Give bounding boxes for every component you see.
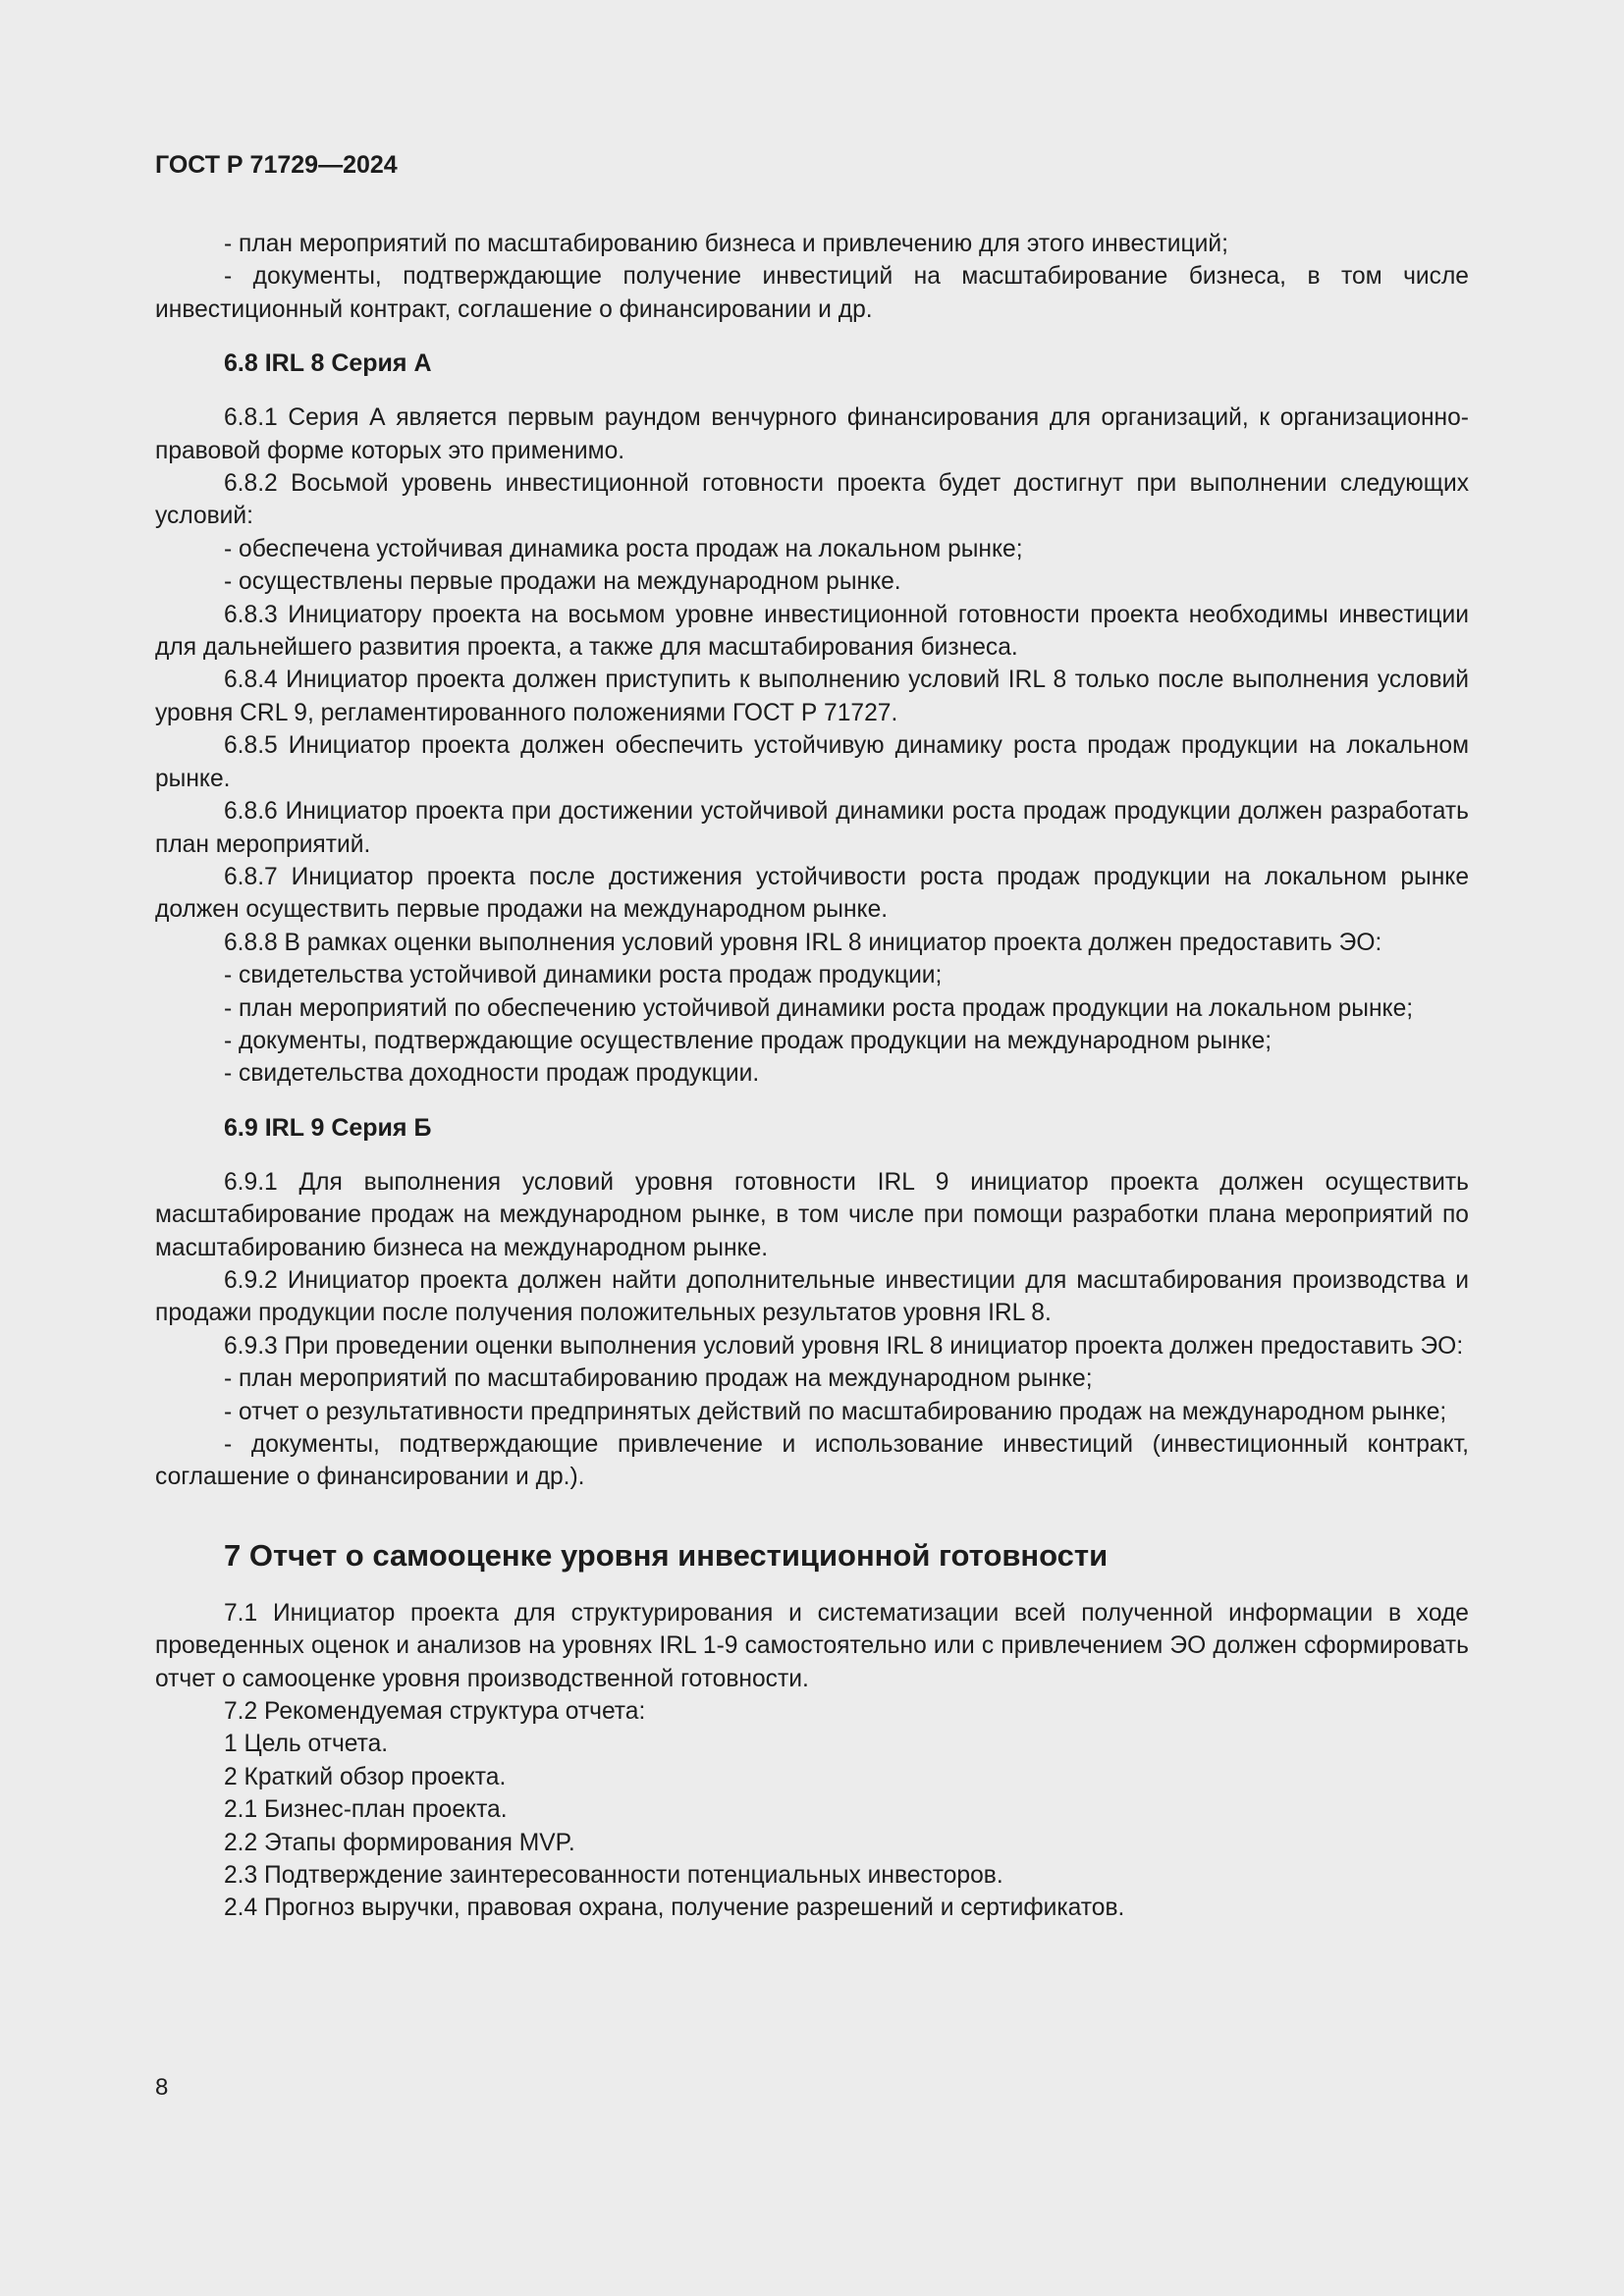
list-item: - план мероприятий по масштабированию продаж на международном рынке; <box>224 1365 1093 1393</box>
list-item: - обеспечена устойчивая динамика роста продаж на локальном рынке; <box>224 535 1023 562</box>
list-item: - свидетельства устойчивой динамики роста продаж продукции; <box>224 962 943 989</box>
list-item: - план мероприятий по масштабированию бизнеса и привлечению для этого инвестиций; <box>224 231 1228 257</box>
paragraph: 6.8.4 Инициатор проекта должен приступить к выполнению условий IRL 8 только после выполнения условий уровня CRL 9, регламентированного положениями ГОСТ Р 71727. <box>155 667 1469 726</box>
list-item: - документы, подтверждающие получение инвестиций на масштабирование бизнеса, в том числе инвестиционный контракт, соглашение о финансировании и др. <box>155 263 1469 323</box>
list-item: 2.1 Бизнес-план проекта. <box>224 1796 508 1824</box>
document-page <box>155 147 1469 1925</box>
list-item: 2.4 Прогноз выручки, правовая охрана, получение разрешений и сертификатов. <box>224 1895 1125 1922</box>
paragraph: 6.8.8 В рамках оценки выполнения условий уровня IRL 8 инициатор проекта должен предоставить ЭО: <box>224 929 1382 956</box>
paragraph-group-7 <box>155 1597 1469 1925</box>
paragraph: 7.1 Инициатор проекта для структурирования и систематизации всей полученной информации в ходе проведенных оценок и анализов на уровнях IRL 1-9 самостоятельно или с привлечением ЭО должен сформировать отчет о самооценке уровня производственной готовности. <box>155 1599 1469 1692</box>
paragraph-group-6-8 <box>155 401 1469 1091</box>
paragraph: 6.9.1 Для выполнения условий уровня готовности IRL 9 инициатор проекта должен осуществить масштабирование продаж на международном рынке, в том числе при помощи разработки плана мероприятий по масштабированию бизнеса на международном рынке. <box>155 1168 1469 1261</box>
paragraph-group-intro <box>155 228 1469 326</box>
paragraph: 6.9.3 При проведении оценки выполнения условий уровня IRL 8 инициатор проекта должен предоставить ЭО: <box>224 1332 1464 1360</box>
paragraph: 6.8.1 Серия А является первым раундом венчурного финансирования для организаций, к организационно-правовой форме которых это применимо. <box>155 404 1469 464</box>
paragraph: 6.8.5 Инициатор проекта должен обеспечить устойчивую динамику роста продаж продукции на локальном рынке. <box>155 732 1469 792</box>
list-item: - документы, подтверждающие привлечение и использование инвестиций (инвестиционный контракт, соглашение о финансировании и др.). <box>155 1431 1469 1491</box>
document-header: ГОСТ Р 71729—2024 <box>155 151 398 179</box>
paragraph-group-6-9 <box>155 1166 1469 1494</box>
paragraph: 6.9.2 Инициатор проекта должен найти дополнительные инвестиции для масштабирования производства и продажи продукции после получения положительных результатов уровня IRL 8. <box>155 1266 1469 1327</box>
list-item: 2 Краткий обзор проекта. <box>224 1763 507 1790</box>
section-heading-6-9: 6.9 IRL 9 Серия Б <box>224 1113 432 1142</box>
list-item: - свидетельства доходности продаж продукции. <box>224 1060 760 1088</box>
page-number: 8 <box>155 2074 169 2101</box>
paragraph: 6.8.6 Инициатор проекта при достижении устойчивой динамики роста продаж продукции должен разработать план мероприятий. <box>155 798 1469 858</box>
list-item: - осуществлены первые продажи на международном рынке. <box>224 568 901 596</box>
section-heading-6-8: 6.8 IRL 8 Серия А <box>224 349 432 378</box>
list-item: 1 Цель отчета. <box>224 1731 389 1758</box>
paragraph: 7.2 Рекомендуемая структура отчета: <box>224 1698 646 1726</box>
chapter-heading-7: 7 Отчет о самооценке уровня инвестиционной готовности <box>224 1537 1109 1573</box>
paragraph: 6.8.2 Восьмой уровень инвестиционной готовности проекта будет достигнут при выполнении следующих условий: <box>155 470 1469 530</box>
list-item: - отчет о результативности предпринятых действий по масштабированию продаж на международном рынке; <box>224 1398 1447 1425</box>
list-item: 2.2 Этапы формирования MVP. <box>224 1829 575 1856</box>
list-item: - документы, подтверждающие осуществление продаж продукции на международном рынке; <box>224 1027 1272 1054</box>
paragraph: 6.8.7 Инициатор проекта после достижения устойчивости роста продаж продукции на локальном рынке должен осуществить первые продажи на международном рынке. <box>155 863 1469 924</box>
paragraph: 6.8.3 Инициатору проекта на восьмом уровне инвестиционной готовности проекта необходимы инвестиции для дальнейшего развития проекта, а также для масштабирования бизнеса. <box>155 601 1469 662</box>
list-item: - план мероприятий по обеспечению устойчивой динамики роста продаж продукции на локальном рынке; <box>224 994 1414 1022</box>
list-item: 2.3 Подтверждение заинтересованности потенциальных инвесторов. <box>224 1862 1003 1890</box>
